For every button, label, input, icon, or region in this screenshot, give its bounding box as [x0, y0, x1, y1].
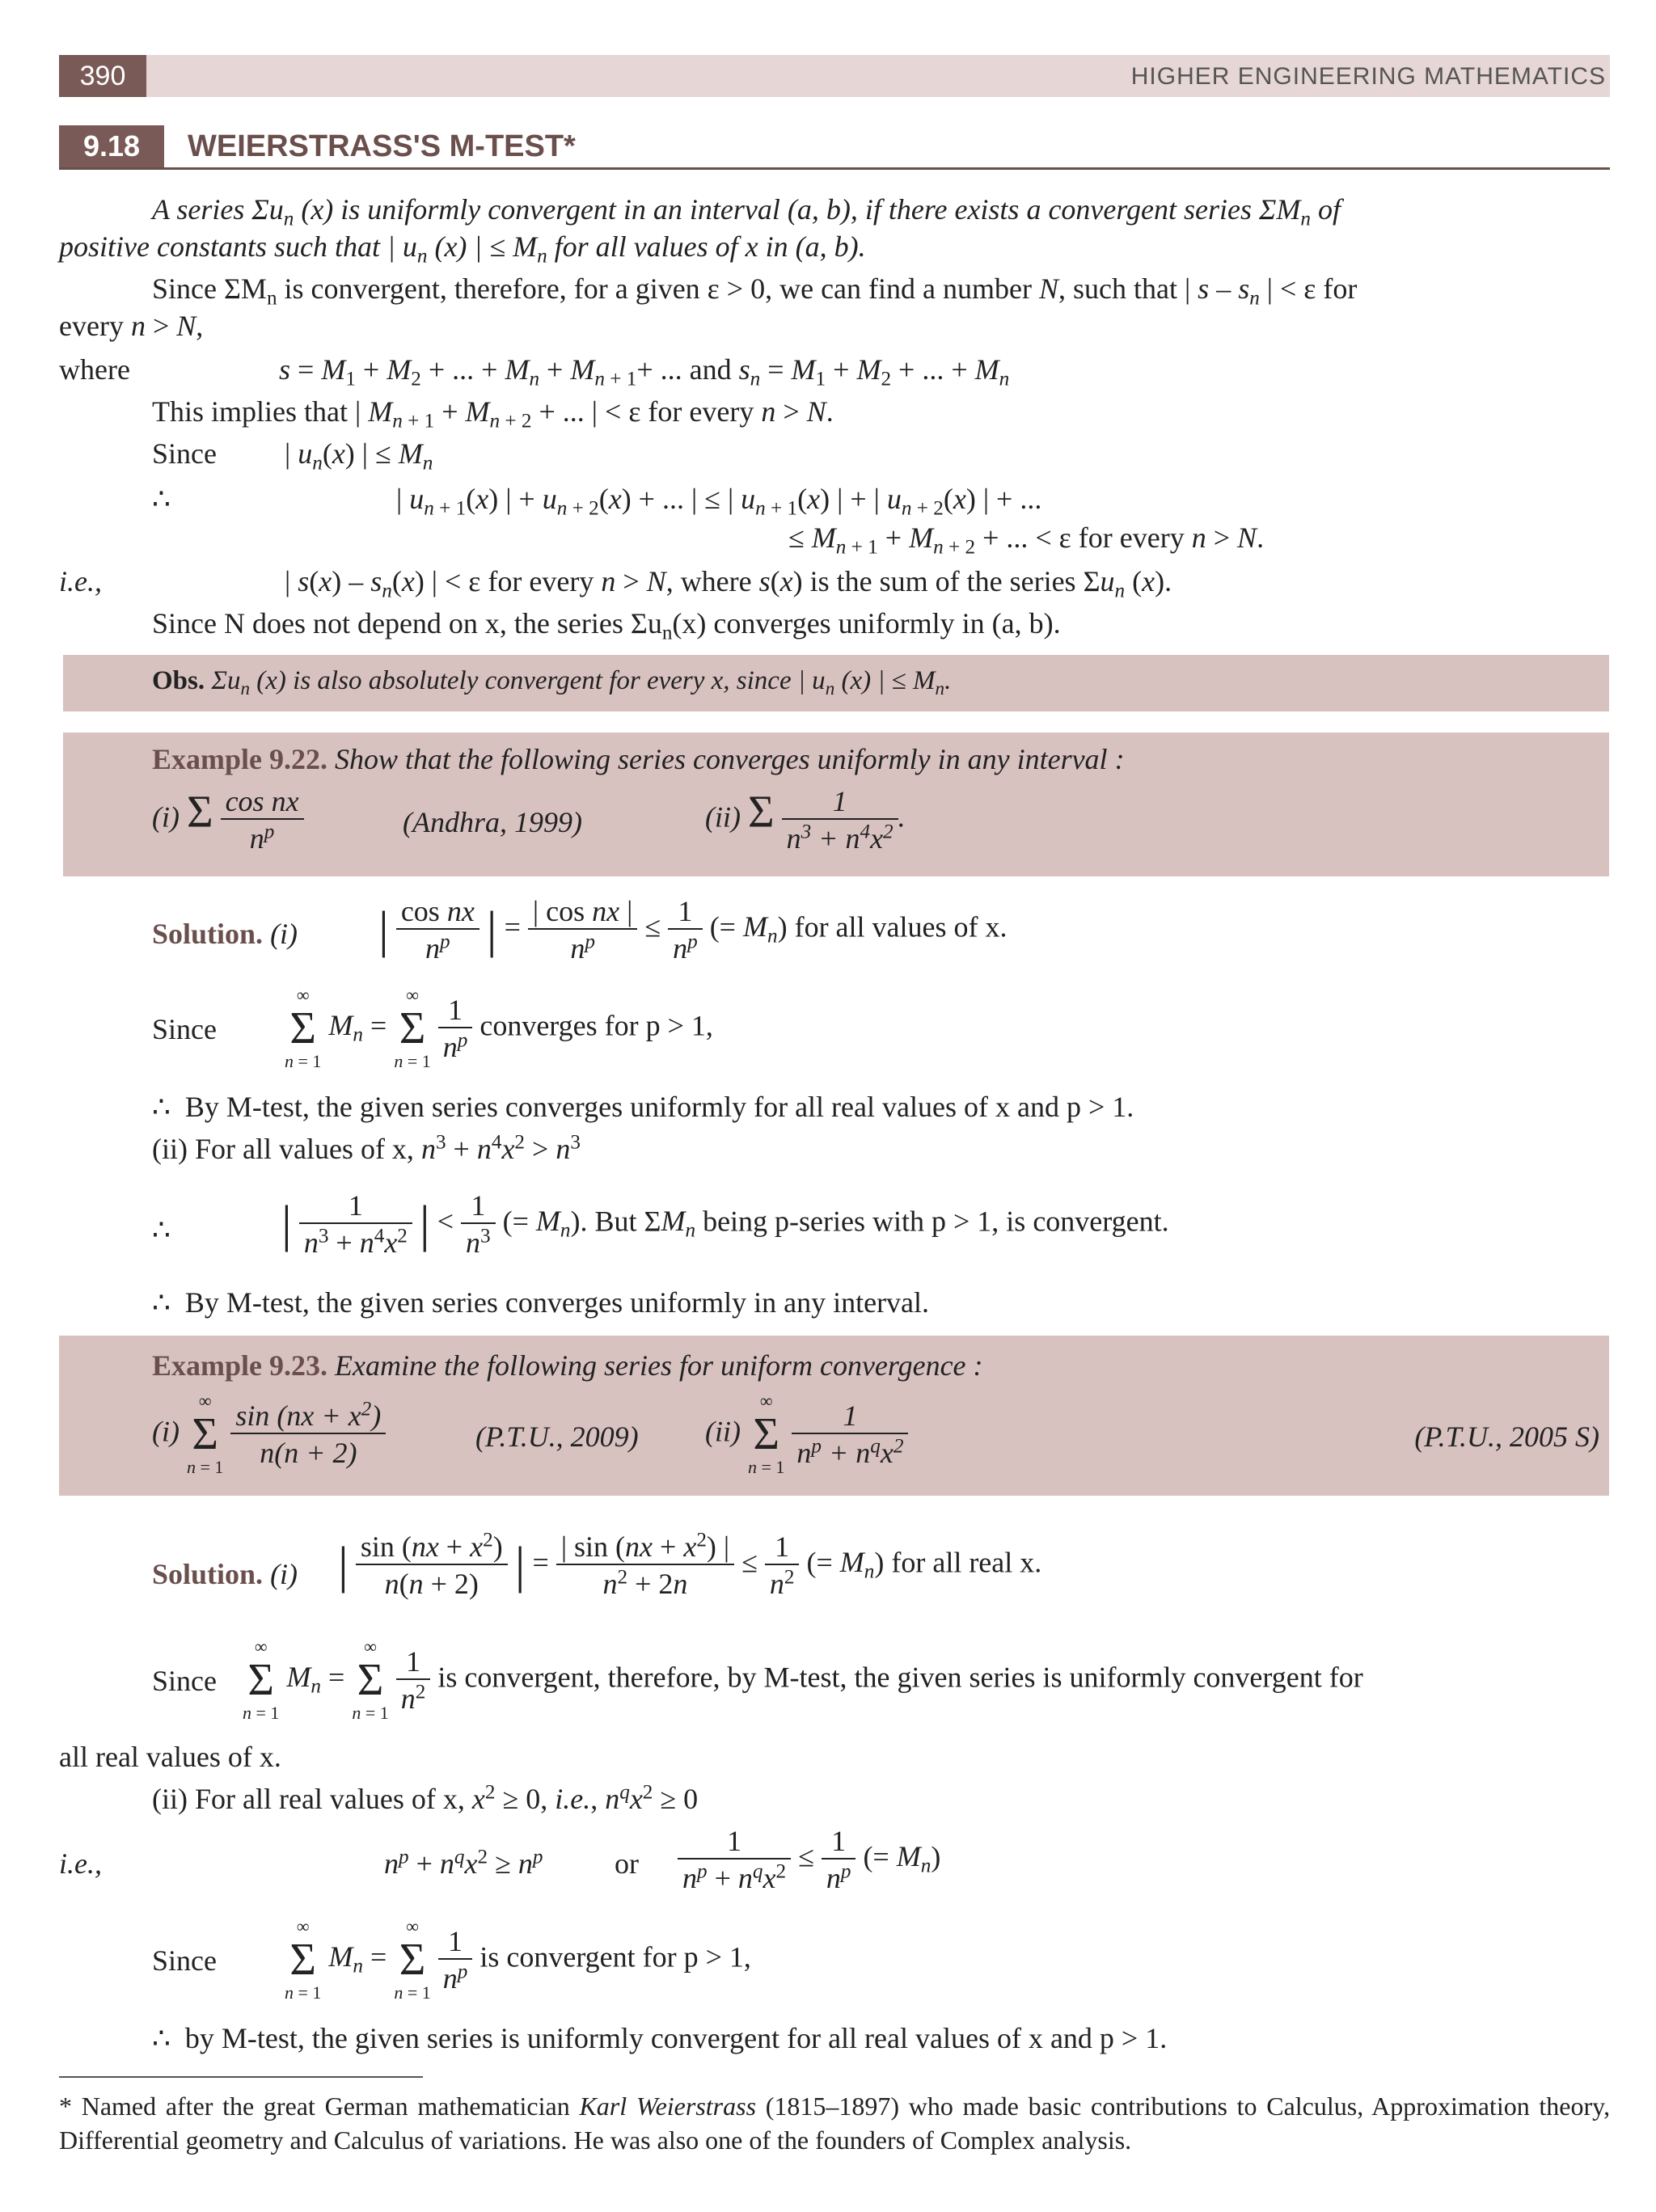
ex922-conclusion-2-text: By M-test, the given series converges uniformly in any interval.	[184, 1286, 930, 1319]
ex923-sum-eq-2: ∞ Σ n = 1 $M_n$ = ∞ Σ n = 1 $\frac{1}{n^p}$ is convergent for p > 1,	[285, 1916, 751, 2003]
implies-line: This implies that | $M_{n + 1} + M_{n + 2}$ + ... | < ε for every n > N.	[152, 395, 834, 433]
obs-text-c: (x) | ≤ M	[841, 666, 936, 695]
ie-label-2: i.e.,	[59, 1847, 102, 1880]
ex923-cite-2: (P.T.U., 2005 S)	[1414, 1420, 1599, 1453]
since-eq-1: | $u_n(x)$ | ≤ $M_n$	[285, 437, 433, 475]
therefore-1: ∴	[152, 483, 171, 515]
ex922-part-i: (i)	[152, 800, 180, 834]
since-line-2: every n > N,	[59, 310, 204, 342]
ex923-all-real: all real values of x.	[59, 1741, 281, 1773]
ex923-prompt: Examine the following series for uniform convergence :	[335, 1349, 983, 1382]
ex923-part-ii-line: (ii) For all real values of x, $x^2 \ge 0$, i.e., $n^qx^2 \ge 0$	[152, 1781, 699, 1815]
definition-line-2: positive constants such that | $u_n$ (x) | ≤ $M_n$ for all values of x in (a, b).	[59, 230, 866, 268]
ex922-conclusion-2: ∴ By M-test, the given series converges uniformly in any interval.	[152, 1286, 930, 1319]
ex922-series-ii: (ii) Σ $\frac{1}{n^3 + n^4x^2}$ .	[705, 785, 906, 855]
where-label: where	[59, 353, 130, 386]
footnote-line-1b: (1815–1897) who made basic contributions to Calculus,	[765, 2092, 1364, 2121]
ex923-for-all-real: for all real x.	[891, 1546, 1042, 1579]
ex923-ii-eq-b: $\frac{1}{n^p + n^qx^2}$ ≤ $\frac{1}{n^p}$ (= $M_n$)	[678, 1824, 940, 1895]
footnote-line-2: Approximation theory, Differential geometry and Calculus of variations. He was also one of the founders of Complex	[59, 2092, 1611, 2155]
def-text-a: A series Σu	[152, 193, 284, 226]
ex922-for-all: for all values of x.	[794, 910, 1008, 943]
footnote-line-1: * Named after the great German mathematician	[59, 2092, 570, 2121]
ex922-conclusion-1: ∴ By M-test, the given series converges uniformly for all real values of x and p > 1.	[152, 1091, 1134, 1123]
ex923-part-ii-text: (ii) For all real values of x,	[152, 1783, 465, 1815]
ex922-being-p: being p-series with p > 1, is convergent.	[703, 1205, 1169, 1238]
ex923-sol-i: (i)	[270, 1558, 298, 1590]
ex923-solution-label: Solution.	[152, 1558, 264, 1590]
since-N-line: Since N does not depend on x, the series $\Sigma u_n(x)$ converges uniformly in (a, b).	[152, 607, 1061, 644]
ex922-sol-i: (i)	[270, 918, 298, 950]
ex923-heading	[152, 1349, 983, 1382]
ex922-solution-label: Solution.	[152, 918, 264, 950]
ex923-is-convergent: is convergent, therefore, by M-test, the given series is uniformly convergent for	[437, 1661, 1363, 1694]
footnote	[59, 2089, 1610, 2157]
ex923-series-ii: (ii) ∞ Σ n = 1 $\frac{1}{n^p + n^qx^2}$	[705, 1391, 908, 1478]
since-N-tail: (x) converges uniformly in (a, b).	[672, 607, 1061, 640]
obs-text-b: (x) is also absolutely convergent for every x, since | u	[256, 666, 826, 695]
footnote-rule	[59, 2076, 423, 2078]
ex923-solution	[152, 1557, 298, 1591]
since-label-2: Since	[152, 1013, 217, 1045]
ex922-part-ii-text: (ii) For all values of x,	[152, 1133, 414, 1165]
section-rule	[59, 167, 1610, 170]
where-eq: $s = M_1 + M_2$ + ... + $M_n + M_{n + 1}+$ ... and $s_n = M_1 + M_2$ + ... + $M_n$	[279, 353, 1010, 390]
footnote-line-3: analysis.	[1041, 2125, 1132, 2155]
ex922-converges-p: converges for p > 1,	[479, 1009, 713, 1042]
ex923-ii-eq-a: $n^p + n^qx^2 \ge n^p$	[384, 1846, 543, 1880]
ex922-sol-eq: | $\frac{\text{cos nx}}{n^p}$ | = $\frac{\text{| cos nx |}}{n^p}$ ≤ $\frac{1}{n^p}$ (= $M_n$) for all values of x.	[378, 895, 1008, 965]
footnote-name: Karl Weierstrass	[579, 2092, 757, 2121]
ex923-sum-eq: ∞ Σ n = 1 $M_n$ = ∞ Σ n = 1 $\frac{1}{n^2}$ is convergent, therefore, by M-test, the given series is uniformly convergent for	[243, 1636, 1363, 1723]
obs-line: Obs. $\Sigma u_n$ (x) is also absolutely convergent for every x, since | $u_n$ (x) | ≤ $M_n$.	[152, 666, 952, 699]
since-N-text: Since N does not depend on x, the series Σu	[152, 607, 662, 640]
ex923-conclusion: ∴ by M-test, the given series is uniformly convergent for all real values of x and p > 1.	[152, 2022, 1168, 2054]
ex922-prompt: Show that the following series converges uniformly in any interval :	[335, 743, 1125, 775]
ex922-label: Example 9.22.	[152, 743, 328, 775]
ie-label-1: i.e.,	[59, 565, 102, 597]
page-number: 390	[79, 61, 126, 91]
section-title: WEIERSTRASS'S M-TEST*	[188, 129, 576, 163]
ex923-sol-eq: | $\frac{\sin (nx + x^2)}{n(n + 2)}$ | = $\frac{| \sin (nx + x^2) |}{n^2 + 2n}$ ≤ $\frac{1}{n^2}$ (= $M_n$) for all real x.	[338, 1529, 1042, 1600]
ex922-series-i: (i) Σ $\frac{\text{cos nx}}{n^p}$	[152, 784, 304, 855]
ex922-cite: (Andhra, 1999)	[403, 806, 582, 838]
since-label-4: Since	[152, 1944, 217, 1977]
obs-text-a: Σu	[211, 666, 241, 695]
ex922-part-ii-line: (ii) For all values of x, $n^3 + n^4x^2 > n^3$	[152, 1131, 581, 1165]
section-number-box	[59, 125, 164, 167]
since-line-1: Since $\Sigma M_n$ is convergent, therefore, for a given ε > 0, we can find a number N, such that | s – $s_n$ | < ε for	[152, 272, 1358, 310]
ineq-line-2: ≤ $M_{n + 1} + M_{n + 2}$ + ... < ε for every n > N.	[788, 521, 1265, 559]
ex922-heading	[152, 742, 1125, 776]
ex923-conv-p: is convergent for p > 1,	[479, 1940, 751, 1973]
ex923-conclusion-text: by M-test, the given series is uniformly convergent for all real values of x and p > 1.	[184, 2022, 1168, 2054]
ex923-cite-1: (P.T.U., 2009)	[475, 1420, 639, 1453]
definition-line-1: A series $\Sigma u_n$ (x) is uniformly convergent in an interval (a, b), if there exists a convergent series $\Sigma M_n$ of	[152, 193, 1341, 230]
ineq-line-1: | $u_{n + 1}(x)$ | + $u_{n + 2}(x)$ + ... | ≤ | $u_{n + 1}(x)$ | + | $u_{n + 2}(x)$ | + ...	[396, 483, 1042, 520]
ex922-part-ii: (ii)	[705, 800, 741, 834]
ie-eq-1: | $s(x) - s_n(x)$ | < ε for every n > N, where s(x) is the sum of the series $\Sigma u_n$ (x).	[285, 565, 1172, 602]
running-title: HIGHER ENGINEERING MATHEMATICS	[1130, 63, 1606, 90]
ex923-or: or	[615, 1847, 639, 1880]
ex923-series-i: (i) ∞ Σ n = 1 $\frac{\sin (nx + x^2)}{n(n + 2)}$	[152, 1391, 386, 1478]
since-label-3: Since	[152, 1665, 217, 1697]
therefore-2: ∴	[152, 1214, 171, 1246]
ex923-label: Example 9.23.	[152, 1349, 328, 1382]
since-label-1: Since	[152, 437, 217, 470]
ex922-sum-eq: ∞ Σ n = 1 $M_n$ = ∞ Σ n = 1 $\frac{1}{n^p}$ converges for p > 1,	[285, 985, 713, 1071]
obs-label: Obs.	[152, 666, 205, 695]
ex922-conclusion-1-text: By M-test, the given series converges uniformly for all real values of x and p > 1.	[184, 1091, 1134, 1123]
page-number-box	[59, 55, 146, 97]
section-number: 9.18	[82, 129, 141, 163]
ex922-solution	[152, 917, 298, 951]
ex922-ii-eq: | $\frac{1}{n^3 + n^4x^2}$ | < $\frac{1}{n^3}$ (= $M_n$). But $\Sigma M_n$ being p-series with p > 1, is convergent.	[281, 1189, 1169, 1259]
